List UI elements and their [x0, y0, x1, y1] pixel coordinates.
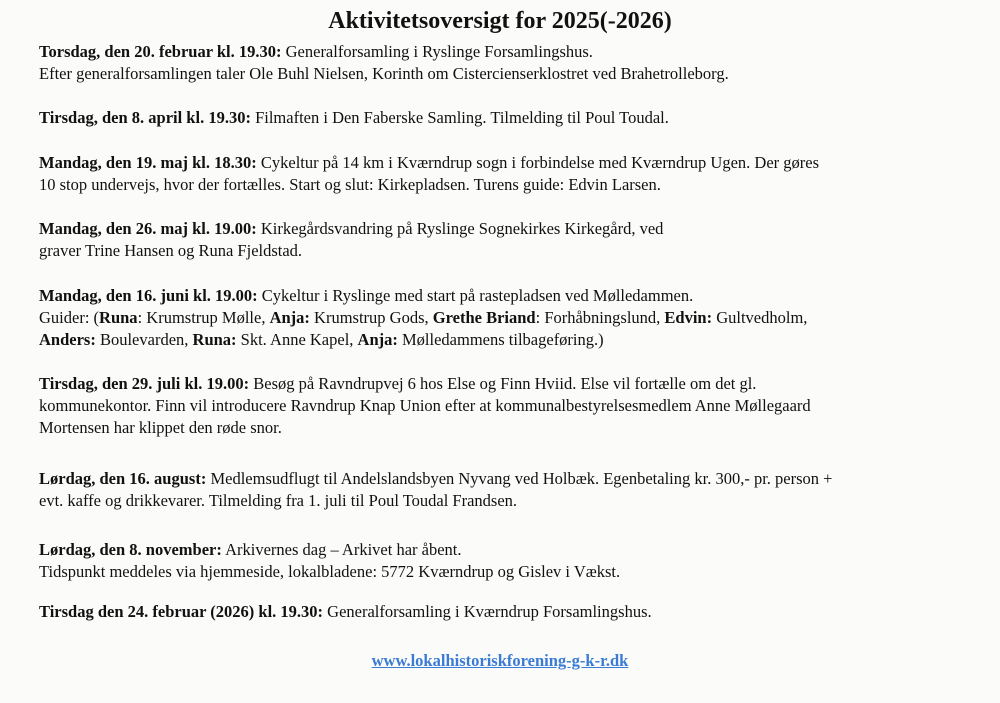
entry-date: Tirsdag den 24. februar (2026) kl. 19.30:: [39, 602, 324, 621]
guide-separator: :: [535, 308, 541, 327]
entry-text: Kirkegårdsvandring på Ryslinge Sognekirkes Kirkegård, ved: [256, 219, 664, 238]
entry-medlemsudflugt: [39, 468, 969, 512]
guides-prefix: Guider: (: [39, 308, 100, 327]
guide-place: Krumstrup Gods,: [309, 308, 433, 327]
entry-text: Cykeltur i Ryslinge med start på rastepladsen ved Mølledammen.: [257, 286, 694, 305]
entry-text: Medlemsudflugt til Andelslandsbyen Nyvang ved Holbæk. Egenbetaling kr. 300,- pr. person +: [206, 469, 833, 488]
guide-place: Forhåbningslund,: [540, 308, 665, 327]
guide-separator: :: [137, 308, 143, 327]
entry-cykeltur-kvaerndrup: [39, 152, 969, 196]
guide-name: Grethe Briand: [432, 308, 536, 327]
entry-date: Tirsdag, den 8. april kl. 19.30:: [39, 108, 251, 127]
entry-date: Lørdag, den 8. november:: [39, 540, 222, 559]
entry-text: Tidspunkt meddeles via hjemmeside, lokalbladene: 5772 Kværndrup og Gislev i Vækst.: [39, 562, 621, 581]
entry-generalforsamling-2026: [39, 601, 969, 623]
entry-text: Generalforsamling i Ryslinge Forsamlingshus.: [281, 42, 593, 61]
entry-text: 10 stop undervejs, hvor der fortælles. Start og slut: Kirkepladsen. Turens guide: Edvin Larsen.: [39, 175, 661, 194]
entry-text: Efter generalforsamlingen taler Ole Buhl Nielsen, Korinth om Cistercienserklostret ved Brahetrolleborg.: [39, 64, 729, 83]
entry-generalforsamling-2025: [39, 41, 969, 85]
entry-text: Filmaften i Den Faberske Samling. Tilmelding til Poul Toudal.: [250, 108, 669, 127]
entry-text: Cykeltur på 14 km i Kværndrup sogn i forbindelse med Kværndrup Ugen. Der gøres: [256, 153, 820, 172]
guide-place: Mølledammens tilbageføring.): [397, 330, 604, 349]
entry-arkivernes-dag: [39, 539, 969, 583]
entry-date: Torsdag, den 20. februar kl. 19.30:: [39, 42, 282, 61]
entry-date: Mandag, den 16. juni kl. 19.00:: [39, 286, 258, 305]
guide-name: Runa:: [192, 330, 237, 349]
guide-place: Gultvedholm,: [712, 308, 808, 327]
guide-name: Anja:: [357, 330, 398, 349]
guide-name: Anders:: [39, 330, 96, 349]
entry-text: Besøg på Ravndrupvej 6 hos Else og Finn Hviid. Else vil fortælle om det gl.: [249, 374, 757, 393]
guide-place: Boulevarden,: [95, 330, 193, 349]
entry-date: Mandag, den 26. maj kl. 19.00:: [39, 219, 257, 238]
guide-place: Krumstrup Mølle,: [142, 308, 270, 327]
guide-name: Runa: [99, 308, 138, 327]
page-title: Aktivitetsoversigt for 2025(-2026): [328, 8, 672, 34]
entry-text: evt. kaffe og drikkevarer. Tilmelding fra 1. juli til Poul Toudal Frandsen.: [39, 491, 518, 510]
entry-cykeltur-ryslinge: [39, 285, 969, 351]
entry-date: Tirsdag, den 29. juli kl. 19.00:: [39, 374, 250, 393]
entry-kirkegaardsvandring: [39, 218, 969, 262]
entry-date: Lørdag, den 16. august:: [39, 469, 207, 488]
entry-filmaften: [39, 107, 969, 129]
guide-name: Anja:: [269, 308, 310, 327]
entry-date: Mandag, den 19. maj kl. 18.30:: [39, 153, 257, 172]
entry-text: Generalforsamling i Kværndrup Forsamlingshus.: [323, 602, 652, 621]
entry-text: Arkivernes dag – Arkivet har åbent.: [221, 540, 462, 559]
website-link[interactable]: www.lokalhistoriskforening-g-k-r.dk: [371, 651, 629, 670]
guide-name: Edvin:: [664, 308, 713, 327]
guides-line: [39, 307, 969, 329]
entry-besoeg-ravndrupvej: [39, 373, 969, 439]
guide-place: Skt. Anne Kapel,: [236, 330, 358, 349]
entry-text: graver Trine Hansen og Runa Fjeldstad.: [39, 241, 303, 260]
guides-line: [39, 329, 969, 351]
entry-text: kommunekontor. Finn vil introducere Ravndrup Knap Union efter at kommunalbestyrelsesmedlem Anne Møllegaard: [39, 396, 811, 415]
entry-text: Mortensen har klippet den røde snor.: [39, 418, 282, 437]
